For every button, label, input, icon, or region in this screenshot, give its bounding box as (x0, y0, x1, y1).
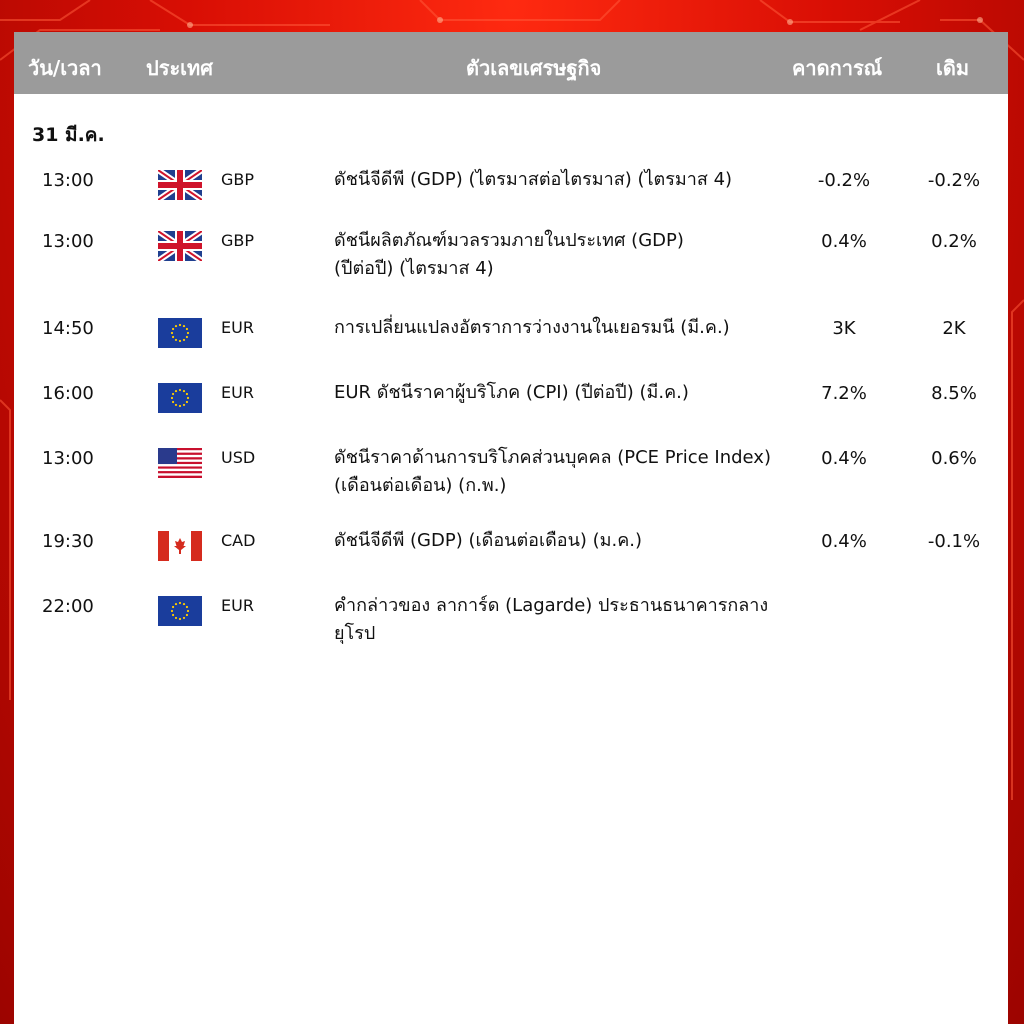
event-forecast: 3K (832, 318, 856, 339)
event-previous: 8.5% (931, 383, 977, 404)
event-time: 14:50 (42, 318, 94, 339)
event-time: 13:00 (42, 448, 94, 469)
canada-flag-icon (158, 531, 202, 561)
eu-flag-icon (158, 318, 202, 348)
header-country: ประเทศ (146, 56, 213, 80)
event-indicator (334, 527, 794, 555)
us-flag-icon (158, 448, 202, 478)
event-indicator-line: ดัชนีราคาด้านการบริโภคส่วนบุคคล (PCE Price Index) (334, 447, 771, 468)
event-indicator-line: ดัชนีจีดีพี (GDP) (เดือนต่อเดือน) (ม.ค.) (334, 530, 643, 551)
eu-flag-icon (158, 596, 202, 626)
event-time: 13:00 (42, 170, 94, 191)
header-previous: เดิม (936, 56, 970, 80)
event-indicator (334, 227, 794, 283)
eu-flag-icon (158, 383, 202, 413)
event-indicator (334, 166, 794, 194)
event-indicator-line: ดัชนีผลิตภัณฑ์มวลรวมภายในประเทศ (GDP) (334, 230, 684, 251)
event-indicator-line: (ปีต่อปี) (ไตรมาส 4) (334, 258, 494, 279)
header-indicator: ตัวเลขเศรษฐกิจ (466, 56, 602, 80)
event-indicator (334, 314, 794, 342)
event-indicator (334, 444, 794, 500)
event-forecast: 0.4% (821, 531, 867, 552)
event-currency: GBP (221, 231, 255, 250)
event-time: 13:00 (42, 231, 94, 252)
event-previous: -0.2% (927, 170, 981, 191)
event-forecast: -0.2% (817, 170, 871, 191)
event-currency: EUR (221, 383, 254, 402)
event-previous: 2K (942, 318, 966, 339)
event-time: 19:30 (42, 531, 94, 552)
event-indicator-line: (เดือนต่อเดือน) (ก.พ.) (334, 475, 507, 496)
event-currency: USD (221, 448, 256, 467)
event-currency: GBP (221, 170, 255, 189)
uk-flag-icon (158, 231, 202, 261)
event-indicator (334, 379, 794, 407)
table-header (14, 32, 1008, 94)
event-forecast: 7.2% (821, 383, 867, 404)
calendar-card (14, 32, 1008, 1024)
event-indicator-line: การเปลี่ยนแปลงอัตราการว่างงานในเยอรมนี (มี.ค.) (334, 317, 730, 338)
event-currency: EUR (221, 596, 254, 615)
event-currency: EUR (221, 318, 254, 337)
event-currency: CAD (221, 531, 256, 550)
event-previous: -0.1% (927, 531, 981, 552)
date-label: 31 มี.ค. (32, 124, 105, 146)
event-forecast: 0.4% (821, 448, 867, 469)
event-previous: 0.6% (931, 448, 977, 469)
event-previous: 0.2% (931, 231, 977, 252)
event-time: 22:00 (42, 596, 94, 617)
event-indicator-line: EUR ดัชนีราคาผู้บริโภค (CPI) (ปีต่อปี) (มี.ค.) (334, 382, 689, 403)
event-indicator (334, 592, 794, 648)
event-indicator-line: ดัชนีจีดีพี (GDP) (ไตรมาสต่อไตรมาส) (ไตรมาส 4) (334, 169, 733, 190)
header-date-time: วัน/เวลา (28, 56, 102, 80)
event-forecast: 0.4% (821, 231, 867, 252)
uk-flag-icon (158, 170, 202, 200)
header-forecast: คาดการณ์ (792, 56, 883, 80)
event-indicator-line: คำกล่าวของ ลาการ์ด (Lagarde) ประธานธนาคารกลางยุโรป (334, 595, 769, 644)
event-time: 16:00 (42, 383, 94, 404)
